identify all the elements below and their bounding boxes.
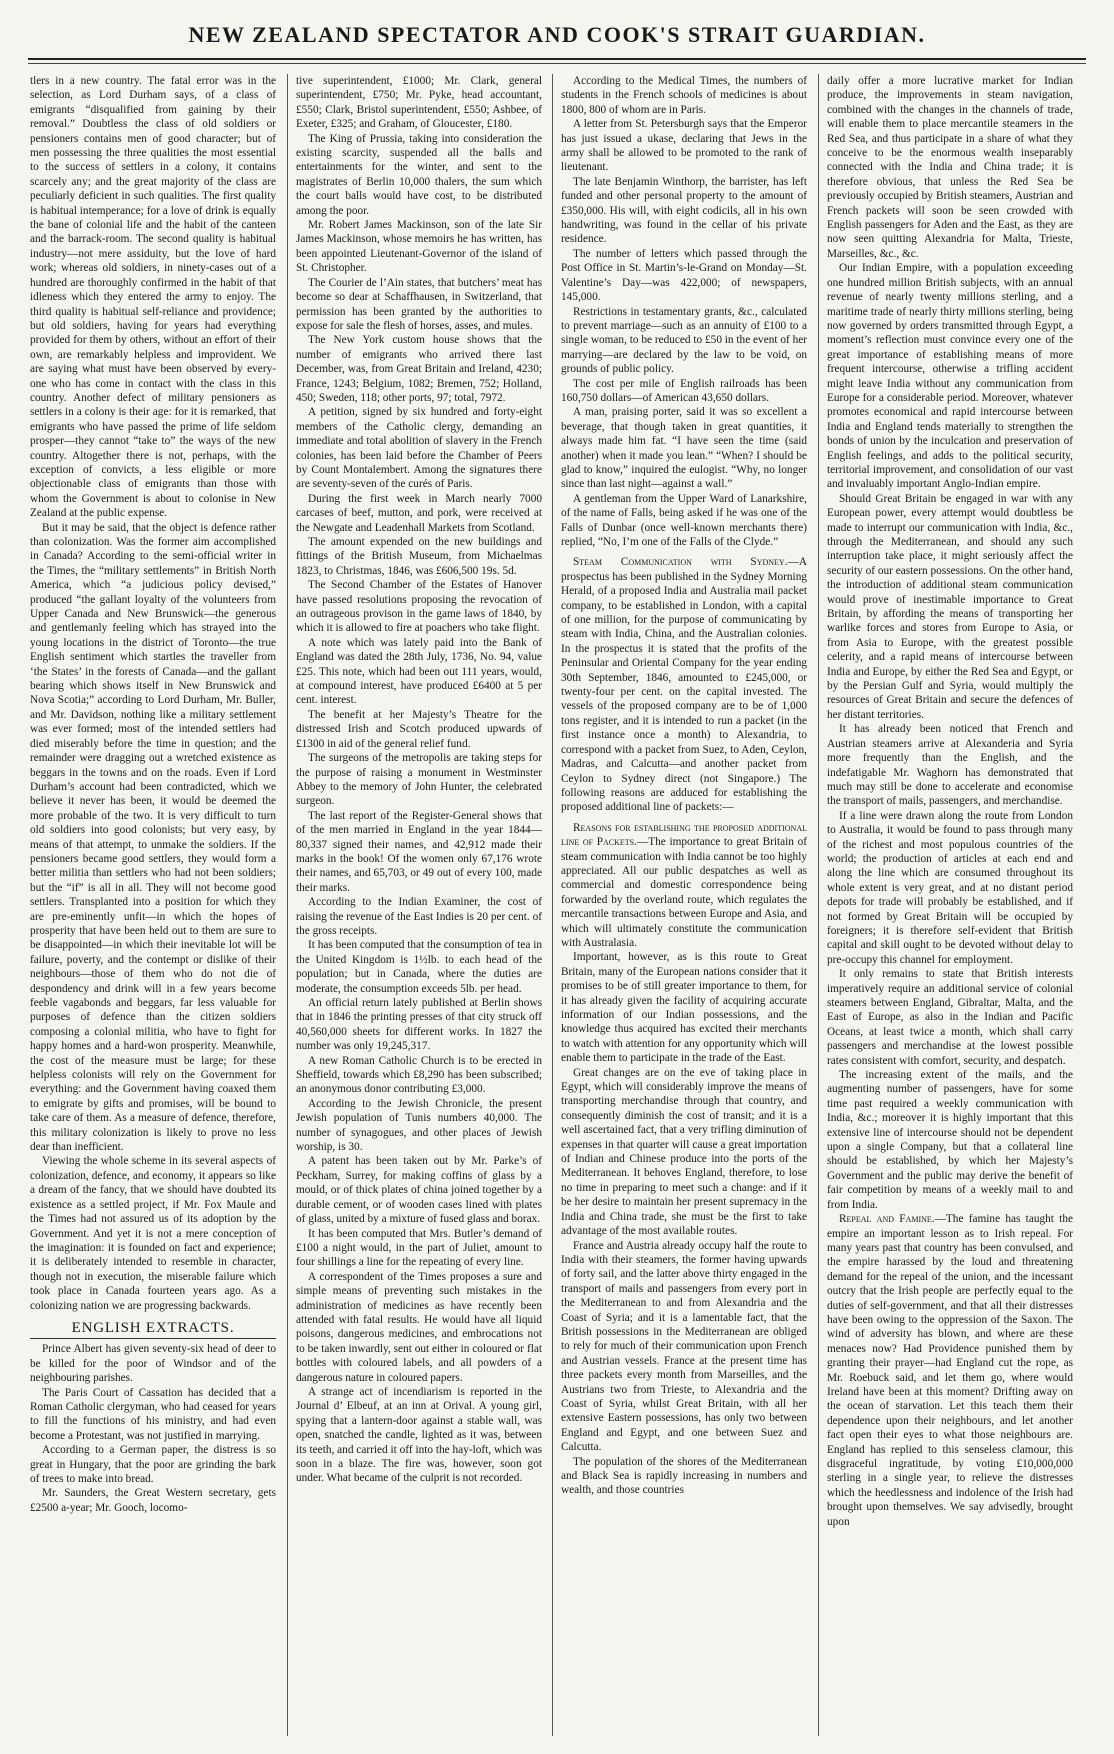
column-3 xyxy=(561,74,807,1736)
article-paragraph: daily offer a more lucrative market for Indian produce, the improvements in steam navigation, combined with the changes in the channels of trade, will enable them to place mercantile steamers in the Red Sea, and thus participate in a share of what they conceive to be the enormous wealth inseparably connected with the India and China trade; it is therefore obvious, that unless the Red Sea be previously occupied by British steamers, Austrian and French packets will soon be seen crowded with English passengers for Aden and the East, as they are now seen quitting Alexandria for Malta, Trieste, Marseilles, &c., &c. xyxy=(827,75,1073,260)
extract-item: According to the Jewish Chronicle, the present Jewish population of Tunis numbers 40,000. The number of synagogues, and other places of Jewish worship, is 30. xyxy=(296,1097,542,1154)
extract-item: The Second Chamber of the Estates of Hanover have passed resolutions proposing the revocation of an outrageous provison in the game laws of 1840, by which it is allowed to fire at poachers who take flight. xyxy=(296,579,542,635)
column-1 xyxy=(30,74,276,1736)
extract-item: A gentleman from the Upper Ward of Lanarkshire, of the name of Falls, being asked if he was one of the Falls of Dunbar (once well-known merchants there) replied, “No, I’m one of the Falls of the Clyde.” xyxy=(561,492,807,548)
extract-item: A petition, signed by six hundred and forty-eight members of the Catholic clergy, demanding an immediate and total abolition of slavery in the French colonies, has been laid before the Chamber of Peers by Count Montalembert. Among the signatures there are seventy-seven of the curés of Paris. xyxy=(296,406,542,491)
extract-item: According to a German paper, the distress is so great in Hungary, that the poor are grinding the bark of trees to make into bread. xyxy=(30,1444,276,1485)
article-paragraph: France and Austria already occupy half the route to India with their steamers, the former having upwards of forty sail, and the latter above thirty engaged in the transport of mails and passengers from every port in the Mediterranean to and from Alexandria and the Coast of Syria; and it is a lamentable fact, that the British possessions in the Mediterranean are obliged to rely for much of their communication upon French and Austrian vessels. France at the present time has three packets every month from Marseilles, and the Austrians two from Trieste, to Alexandria and the Coast of Syria, whilst Great Britain, with all her extensive Eastern possessions, has only two between England and Egypt, and one between Suez and Calcutta. xyxy=(561,1239,807,1454)
column-2 xyxy=(296,74,542,1736)
repeal-and-famine-article xyxy=(827,1212,1073,1529)
extract-item: It has been computed that Mrs. Butler’s demand of £100 a night would, in the part of Juliet, amount to four shillings a line for the repeating of every line. xyxy=(296,1227,542,1269)
extract-item: During the first week in March nearly 7000 carcases of beef, mutton, and pork, were received at the Newgate and Leadenhall Markets from Scotland. xyxy=(296,492,542,534)
article-paragraph: The population of the shores of the Mediterranean and Black Sea is rapidly increasing in numbers and wealth, and those countries xyxy=(561,1455,807,1497)
extract-item: The King of Prussia, taking into consideration the existing scarcity, suspended all the balls and entertainments for the winter, and sent to the magistrates of Berlin 10,000 thalers, the sum which the court balls would have cost, to be distributed among the poor. xyxy=(296,132,542,217)
extract-item: The benefit at her Majesty’s Theatre for the distressed Irish and Scotch produced upwards of £1300 in aid of the general relief fund. xyxy=(296,708,542,750)
extract-item: The cost per mile of English railroads has been 160,750 dollars—of American 43,650 dollars. xyxy=(561,377,807,404)
run-in-heading: Reasons for establishing the proposed additional line of Packets. xyxy=(561,821,807,849)
article-paragraph: But it may be said, that the object is defence rather than colonization. Was the former aim accomplished in Canada? According to the semi-official writer in the Times, the “military settlements” in British North America, which “a judicious policy devised,” produced “the gallant loyalty of the volunteers from Upper Canada and New Brunswick—the generous and gentlemanly feeling which has strayed into the young locations in the district of Toronto—the true English sentiment which startles the traveller from ‘the States’ in the forests of Canada—and the gallant bearing which shows itself in New Brunswick and Nova Scotia;” according to Lord Durham, Mr. Buller, and Mr. Davidson, nothing like a military settlement was ever formed; most of the intended settlers had died miserably before the time in question; and the remainder were dragging out a wretched existence as beggars in the towns and on the roads. Even if Lord Durham’s account had been contradicted, which we believe it never has been, it would be deemed the more probable of the two. It is very difficult to turn old soldiers into good colonists; but very easy, by means of that attempt, to unmake the soldiers. If the pensioners became good settlers, they would form a better militia than settlers who had not been soldiers; but the “if” is all in all. They will not become good settlers. Transplanted into a position for which they are pre-eminently unfit—in which the hopes of prosperity that have been held out to them are sure to be disappointed—in which their inevitable lot will be failure, poverty, and the contempt or dislike of their neighbours—those of them who do not die of despondency and drink will in a few years become feeble vagabonds and beggars, far less valuable for purposes of defence than the citizen soldiers composing a colonial militia, who have to fight for happy homes and a hard-won prosperity. Meanwhile, the cost of the measure must be large; for these helpless colonists will rely on the Government for everything: and the Government having coaxed them to emigrate by gifts and promises, will be bound to take care of them. As a measure of defence, therefore, this military colonization is likely to prove no less dear than inefficient. xyxy=(30,521,276,1154)
extract-item: According to the Medical Times, the numbers of students in the French schools of medicines is about 1800, 800 of whom are in Paris. xyxy=(561,75,807,116)
article-paragraph: tlers in a new country. The fatal error was in the selection, as Lord Durham says, of a class of emigrants “disqualified from gaining by their removal.” Doubtless the class of old soldiers or pensioners contains men of good character; but of men possessing the three qualities the most essential to the success of settlers in a colony, it contains scarcely any; and the great majority of the class are peculiarly deficient in such qualities. The first quality is habitual intemperance; for a love of drink is equally the bane of colonial life and the habit of the canteen and the barrack-room. The second quality is habitual industry—not mere assiduity, but the love of hard work; whereas old soldiers, in ninety-cases out of a hundred are thoroughly confirmed in the habit of that idleness which they entered the army to enjoy. The third quality is habitual self-reliance and providence; but old soldiers, having for years had everything provided for them by others, without an effort of their own, are remarkably helpless and improvident. We are saying what must have been observed by every-one who has come in contact with the class in this country. Another defect of military pensioners as settlers in a colony is their age: for it is remarked, that emigrants who have passed the prime of life seldom prosper—they cannot “take to” the ways of the new country. Altogether there is not, perhaps, with the exception of convicts, a less eligible or more objectionable class of emigrants than those with whom the Government is about to colonise in New Zealand at the public expense. xyxy=(30,75,276,520)
masthead-title: NEW ZEALAND SPECTATOR AND COOK'S STRAIT GUARDIAN. xyxy=(188,22,926,47)
extract-item: The last report of the Register-General shows that of the men married in England in the year 1844—80,337 signed their names, and 42,912 made their marks in the book! Of the women only 67,176 wrote their names, and 65,703, or 49 out of every 100, made their marks. xyxy=(296,809,542,894)
article-paragraph: If a line were drawn along the route from London to Australia, it would be found to pass through many of the richest and most populous countries of the world; the production of articles at each end and along the line which are consumed throughout its whole extent is very great, and at no distant period depots for trade will probably be established, and if not formed by Great Britain will be occupied by foreigners; it is therefore self-evident that British capital and skill ought to be devoted without delay to pre-occupy this channel for employment. xyxy=(827,809,1073,966)
masthead-rule xyxy=(28,58,1086,60)
extract-item: The Paris Court of Cassation has decided that a Roman Catholic clergyman, who had ceased for years to fill the functions of his ministry, and had even become a Protestant, was not justified in marrying. xyxy=(30,1386,276,1442)
article-paragraph: Our Indian Empire, with a population exceeding one hundred million British subjects, with an annual revenue of nearly twenty millions sterling, and a maritime trade of nearly thirty millions sterling, being now governed by orders transmitted through Egypt, a moment’s reflection must convince every one of the great importance of establishing means of more frequent intercourse, otherwise a trifling accident might leave India without any communication from Europe for a considerable period. Moreover, whatever promotes economical and rapid intercourse between India and England tends materially to strengthen the bonds of union by the inculcation and preservation of English feelings, and adds to the political security, territorial improvement, and consolidation of our vast and invaluably important Anglo-Indian empire. xyxy=(827,262,1073,491)
extract-item: Mr. Robert James Mackinson, son of the late Sir James Mackinson, whose memoirs he has written, has been appointed Lieutenant-Governor of the island of St. Christopher. xyxy=(296,219,542,275)
column-divider xyxy=(287,74,288,1736)
extract-item: It has been computed that the consumption of tea in the United Kingdom is 1½lb. to each head of the population; but in Canada, where the duties are moderate, the consumption exceeds 5lb. per head. xyxy=(296,939,542,995)
extract-item: Mr. Saunders, the Great Western secretary, gets £2500 a-year; Mr. Gooch, locomo- xyxy=(30,1487,276,1514)
column-divider xyxy=(552,74,553,1736)
column-divider xyxy=(818,74,819,1736)
extract-item: An official return lately published at Berlin shows that in 1846 the printing presses of that city struck off 40,560,000 sheets for different works. In 1827 the number was only 19,245,317. xyxy=(296,997,542,1053)
masthead-rule-thin xyxy=(28,63,1086,64)
extract-item: The New York custom house shows that the number of emigrants who arrived there last December, was, from Great Britain and Ireland, 4230; France, 1243; Belgium, 1082; Bremen, 752; Holland, 450; Sweden, 118; other ports, 97; total, 7972. xyxy=(296,334,542,404)
article-paragraph: Important, however, as is this route to Great Britain, many of the European nations consider that it promises to be of still greater importance to them, for it has already given the facility of acquiring accurate information of our Indian possessions, and the knowledge thus acquired has excited their merchants to watch with attention for any opportunity which will enable them to participate in the trade of the East. xyxy=(561,951,807,1065)
article-paragraph: It only remains to state that British interests imperatively require an additional service of colonial steamers between England, Gibraltar, Malta, and the East of Europe, as also in the Indian and Pacific Oceans, at least twice a month, which shall carry passengers and merchandise at the lowest possible rates consistent with comfort, security, and despatch. xyxy=(827,968,1073,1067)
run-in-heading: Steam Communication with Sydney. xyxy=(573,556,788,569)
extract-item: Prince Albert has given seventy-six head of deer to be killed for the poor of Windsor and of the neighbouring parishes. xyxy=(30,1343,276,1385)
extract-item: A strange act of incendiarism is reported in the Journal d’ Elbeuf, at an inn at Orival. A young girl, spying that a lantern-door against a stable wall, was open, snatched the candle, lighted as it was, between its teeth, and carried it off into the hay-loft, which was soon in a blaze. The fire was, however, soon got under. What became of the culprit is not recorded. xyxy=(296,1385,542,1485)
article-text: —The famine has taught the empire an important lesson as to Irish repeal. For many years past that country has been convulsed, and the empire harassed by the loud and threatening demand for the repeal of the union, and the incessant outcry that the Irish people are perfectly equal to the duties of self-government, and that all their distresses have been owing to the oppression of the Saxon. The wind of adversity has blown, and where are these menaces now? Had Providence punished them by granting their prayer—had England cut the rope, as Mr. Roebuck said, and let them go, where would Ireland have been at this moment? Drifting away on the ocean of starvation. Let this teach them their dependence upon their neighbours, and let another fact open their eyes to what those neighbours are. England has replied to this senseless clamour, this disgraceful ingratitude, by voting £10,000,000 sterling in a single year, to relieve the distresses which the heedlessness and indolence of the Irish had brought upon themselves. We say advisedly, brought upon xyxy=(827,1213,1073,1528)
extract-item: The surgeons of the metropolis are taking steps for the purpose of raising a monument in Westminster Abbey to the memory of John Hunter, the celebrated surgeon. xyxy=(296,752,542,808)
article-paragraph: Should Great Britain be engaged in war with any European power, every attempt would doubtless be made to interrupt our communication with India, &c., through the Mediterranean, and should any such interruption take place, it might seriously affect the security of our eastern possessions. On the other hand, the introduction of additional steam communication would prove of inestimable importance to Great Britain, by affording the means of transporting her warlike forces and stores from Europe to Asia, or from Asia to Europe, with the greatest possible celerity, and a rapid means of intercourse between India and Europe, by either the Red Sea and Egypt, or by the Persian Gulf and Syria, would multiply the resources of Great Britain and secure the defences of her distant territories. xyxy=(827,492,1073,721)
section-heading-english-extracts: ENGLISH EXTRACTS. xyxy=(30,1321,276,1339)
article-paragraph: Viewing the whole scheme in its several aspects of colonization, defence, and economy, it appears so like a dream of the fancy, that we should have doubted its existence as a settled project, if Mr. Fox Maule and the Times had not assured us of its adoption by the Government. And yet it is not a mere conception of the imagination: it is founded on fact and experience; it is deliberately intended to resemble in character, though not in execution, the miserable failure which took place in Canada fourteen years ago. As a colonizing nation we are progressing backwards. xyxy=(30,1155,276,1312)
extract-item: Restrictions in testamentary grants, &c., calculated to prevent marriage—such as an annuity of £100 to a single woman, to be reduced to £50 in the event of her marrying—are declared by the law to be void, on grounds of public policy. xyxy=(561,305,807,376)
extract-item: tive superintendent, £1000; Mr. Clark, general superintendent, £750; Mr. Pyke, head accountant, £550; Clark, Bristol superintendent, £550; Ashbee, of Exeter, £325; and Graham, of Gloucester, £180. xyxy=(296,75,542,131)
extract-item: The amount expended on the new buildings and fittings of the British Museum, from Michaelmas 1823, to Christmas, 1846, was £606,500 19s. 5d. xyxy=(296,536,542,577)
reasons-article xyxy=(561,821,807,951)
run-in-heading: Repeal and Famine. xyxy=(839,1213,935,1226)
extract-item: A correspondent of the Times proposes a sure and simple means of preventing such mistakes in the administration of medicines as have recently been attended with fatal results. He would have all liquid poisons, dangerous medicines, and embrocations not to be taken inwardly, sent out either in coloured or flat bottles with coloured labels, and all powders of a dangerous nature in coloured papers. xyxy=(296,1270,542,1384)
extract-item: A patent has been taken out by Mr. Parke’s of Peckham, Surrey, for making coffins of glass by a mould, or of thick plates of china joined together by a durable cement, or of wooden cases lined with plates of glass, united by a mixture of fused glass and borax. xyxy=(296,1155,542,1226)
steam-communication-article xyxy=(561,555,807,814)
extract-item: A new Roman Catholic Church is to be erected in Sheffield, towards which £8,290 has been subscribed; an anonymous donor contributing £3,000. xyxy=(296,1054,542,1096)
column-4 xyxy=(827,74,1073,1736)
article-text: —The importance to great Britain of steam communication with India cannot be too highly appreciated. All our public despatches as well as commercial and domestic correspondence being forwarded by the overland route, which regulates the mercantile transactions between Europe and Asia, and which will ultimately constitute the communication with Australasia. xyxy=(561,836,807,949)
article-paragraph: Great changes are on the eve of taking place in Egypt, which will considerably improve the means of transporting merchandise through that country, and consequently diminish the cost of transit; and it is a well ascertained fact, that a very trifling diminution of expenses in that quarter will cause a great importation of Indian and Chinese produce into the ports of the Mediterranean. It behoves England, therefore, to lose no time in preparing to meet such a change: and if it be her desire to maintain her present supremacy in the India and China trade, she must be the first to take advantage of the most available routes. xyxy=(561,1066,807,1238)
extract-item: The number of letters which passed through the Post Office in St. Martin’s-le-Grand on Monday—St. Valentine’s Day—was 422,000; of newspapers, 145,000. xyxy=(561,247,807,304)
article-paragraph: It has already been noticed that French and Austrian steamers arrive at Alexanderia and Syria more frequently than the English, and the indefatigable Mr. Waghorn has demonstrated that much may still be done to accelerate and economise the transport of mails, passengers, and merchandise. xyxy=(827,723,1073,808)
article-paragraph: The increasing extent of the mails, and the augmenting number of passengers, have for some time past required a weekly communication with India, &c.; moreover it is highly important that this extensive line of intercourse should not be dependent upon a single Company, but that a collateral line should be established, by which her Majesty’s Government and the public may derive the benefit of fair competition by means of a weekly mail to and from India. xyxy=(827,1069,1073,1211)
extract-item: A note which was lately paid into the Bank of England was dated the 28th July, 1736, No. 94, value £25. This note, which had been out 111 years, would, at compound interest, have produced £6400 at 5 per cent. interest. xyxy=(296,636,542,707)
extract-item: According to the Indian Examiner, the cost of raising the revenue of the East Indies is 20 per cent. of the gross receipts. xyxy=(296,896,542,937)
extract-item: A man, praising porter, said it was so excellent a beverage, that though taken in great quantities, it always made him fat. “I have seen the time (said another) when it made you lean.” “When? I should be glad to know,” inquired the eulogist. “Why, no longer since than last night—against a wall.” xyxy=(561,406,807,491)
article-text: —A prospectus has been published in the Sydney Morning Herald, of a proposed India and Australia mail packet company, to be established in London, with a capital of one million, for the purpose of communicating by steam with India, China, and the Australian colonies. In the prospectus it is stated that the profits of the Peninsular and Oriental Company for the year ending 30th September, 1846, amounted to £245,000, or twenty-four per cent. on the capital invested. The vessels of the proposed company are to be of 1,000 tons register, and it is intended to run a packet (in the first instance once a month) to Alexandria, to correspond with a packet from Suez, to Aden, Ceylon, Madras, and Calcutta—and another packet from Ceylon to Sydney direct (not Singapore.) The following reasons are adduced for establishing the proposed additional line of packets:— xyxy=(561,556,807,814)
extract-item: The Courier de l’Ain states, that butchers’ meat has become so dear at Schaffhausen, in Switzerland, that permission has been granted by the authorities to expose for sale the flesh of horses, asses, and mules. xyxy=(296,276,542,332)
extract-item: The late Benjamin Winthorp, the barrister, has left funded and other personal property to the amount of £350,000. His will, with eight codicils, all in his own handwriting, was found in the cellar of his private residence. xyxy=(561,175,807,246)
extract-item: A letter from St. Petersburgh says that the Emperor has just issued a ukase, declaring that Jews in the army shall be allowed to be promoted to the rank of lieutenant. xyxy=(561,118,807,174)
